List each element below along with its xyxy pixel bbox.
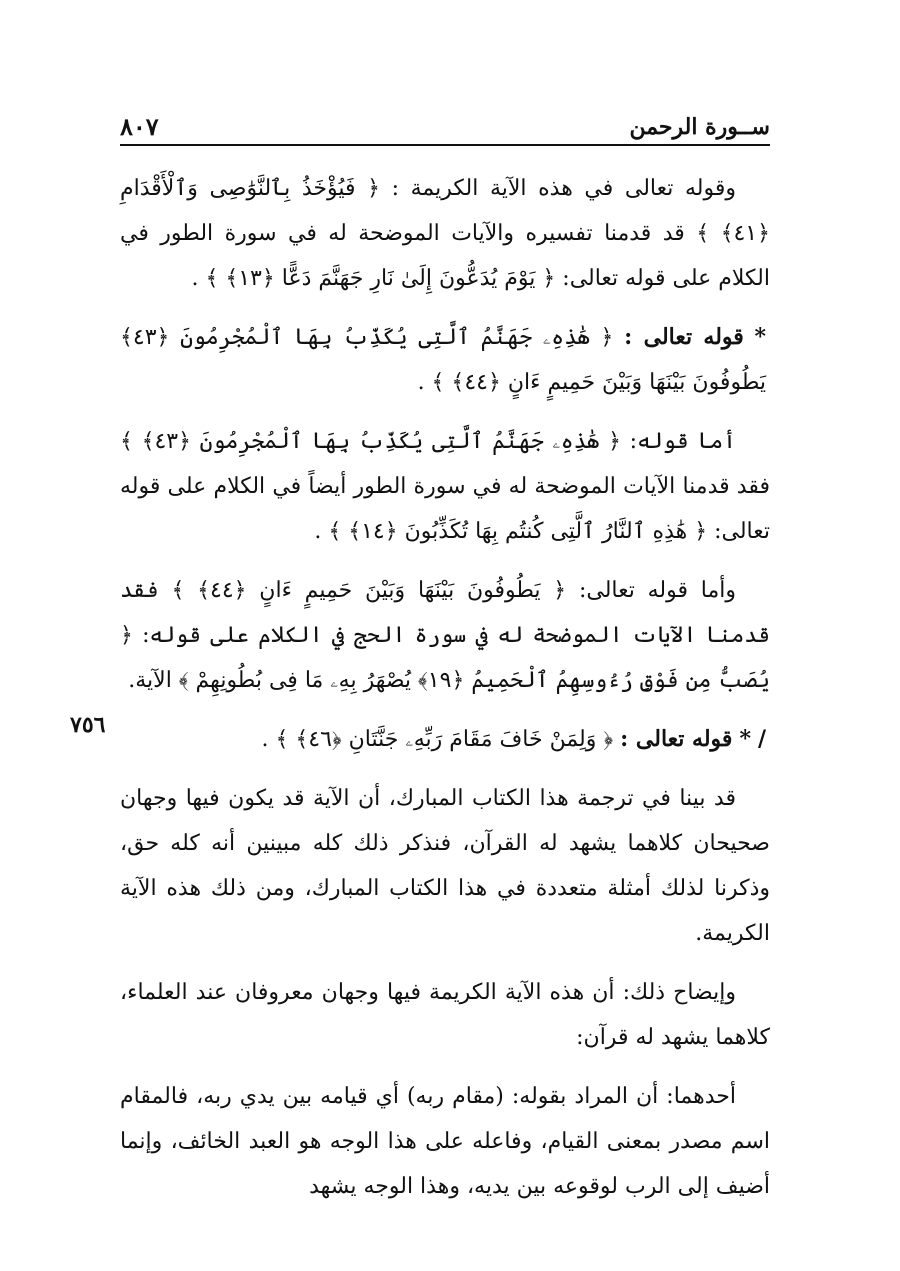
star-marker: *: [754, 324, 767, 350]
star-marker: *: [739, 726, 751, 752]
heading-verse: ﴿ وَلِمَنْ خَافَ مَقَامَ رَبِّهِۦ جَنَّتَانِ ﴿٤٦﴾ ﴾ .: [261, 727, 614, 752]
verse-heading-1: [120, 315, 770, 405]
heading-label: قوله تعالى :: [620, 726, 733, 752]
heading-label: قوله تعالى :: [624, 324, 744, 350]
paragraph-1: وقوله تعالى في هذه الآية الكريمة : ﴿ فَيُؤْخَذُ بِٱلنَّوَٰصِى وَٱلْأَقْدَامِ ﴿٤١﴾ ﴾ قد قدمنا تفسيره والآيات الموضحة له في سورة الطور في الكلام على قوله تعالى: ﴿ يَوْمَ يُدَعُّونَ إِلَىٰ نَارِ جَهَنَّمَ دَعًّا ﴿١٣﴾ ﴾ .: [120, 176, 770, 291]
paragraph-4: قد بينا في ترجمة هذا الكتاب المبارك، أن الآية قد يكون فيها وجهان صحيحان كلاهما يشهد له القرآن، فنذكر ذلك كله مبينين أنه كله حق، وذكرنا لذلك أمثلة متعددة في هذا الكتاب المبارك، ومن ذلك هذه الآية الكريمة.: [120, 786, 770, 946]
verse-heading-2: [120, 717, 770, 762]
margin-page-reference: ٧٥٦: [70, 712, 106, 738]
heading-verse: ﴿ هَٰذِهِۦ جَهَنَّمُ ٱلَّتِى يُكَذِّبُ بِهَا ٱلْمُجْرِمُونَ ﴿٤٣﴾ يَطُوفُونَ بَيْنَهَا وَبَيْنَ حَمِيمٍ ءَانٍ ﴿٤٤﴾ ﴾ .: [120, 325, 766, 395]
page-number: ٨٠٧: [120, 112, 159, 141]
slash-marker: /: [757, 726, 766, 752]
page-body: [120, 166, 770, 1223]
paragraph-6: أحدهما: أن المراد بقوله: (مقام ربه) أي قيامه بين يدي ربه، فالمقام اسم مصدر بمعنى القيام، وفاعله على هذا الوجه هو العبد الخائف، وإنما أضيف إلى الرب لوقوعه بين يديه، وهذا الوجه يشهد: [120, 1084, 770, 1199]
paragraph-2: أما قوله: ﴿ هَٰذِهِۦ جَهَنَّمُ ٱلَّتِى يُكَذِّبُ بِهَا ٱلْمُجْرِمُونَ ﴿٤٣﴾ ﴾ فقد قدمنا الآيات الموضحة له في سورة الطور أيضاً في الكلام على قوله تعالى: ﴿ هَٰذِهِ ٱلنَّارُ ٱلَّتِى كُنتُم بِهَا تُكَذِّبُونَ ﴿١٤﴾ ﴾ .: [120, 429, 770, 544]
paragraph-5: وإيضاح ذلك: أن هذه الآية الكريمة فيها وجهان معروفان عند العلماء، كلاهما يشهد له قرآن:: [120, 980, 770, 1050]
paragraph-3: وأما قوله تعالى: ﴿ يَطُوفُونَ بَيْنَهَا وَبَيْنَ حَمِيمٍ ءَانٍ ﴿٤٤﴾ ﴾ فقد قدمنا الآيات الموضحة له في سورة الحج في الكلام على قوله: ﴿ يُصَبُّ مِن فَوْقِ رُءُوسِهِمُ ٱلْحَمِيمُ ﴿١٩﴾ يُصْهَرُ بِهِۦ مَا فِى بُطُونِهِمْ ﴾ الآية.: [120, 578, 770, 693]
surah-title: ســورة الرحمن: [629, 114, 770, 140]
page-header: [120, 108, 770, 146]
